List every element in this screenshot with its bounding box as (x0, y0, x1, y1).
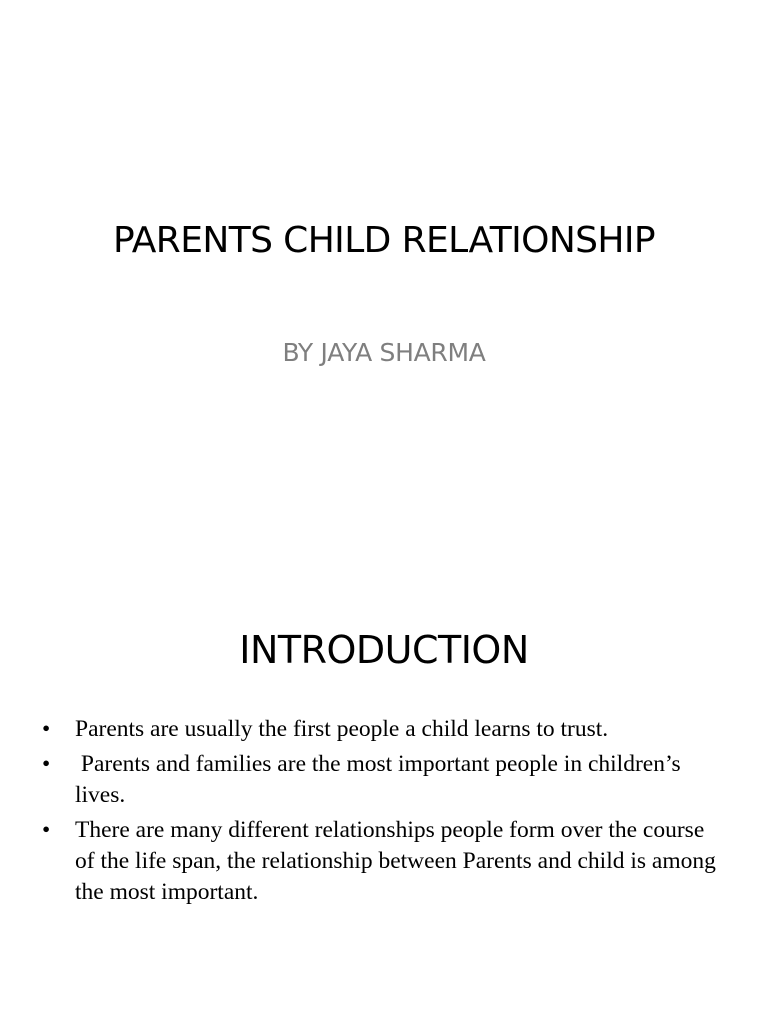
bullet-item (42, 749, 722, 811)
slide-subtitle: BY JAYA SHARMA (282, 338, 486, 367)
bullet-item (42, 714, 722, 745)
bullet-icon: • (42, 751, 51, 777)
bullet-text: Parents and families are the most important people in children’s lives. (75, 751, 687, 808)
bullet-item (42, 815, 722, 908)
bullet-text: Parents are usually the first people a child learns to trust. (75, 716, 609, 742)
bullet-text: There are many different relationships people form over the course of the life span, the relationship between Parents and child is among the most important. (75, 817, 716, 905)
slide-title: PARENTS CHILD RELATIONSHIP (112, 220, 656, 261)
slide-heading: INTRODUCTION (239, 628, 529, 672)
bullet-list (42, 714, 722, 912)
bullet-icon: • (42, 716, 51, 742)
bullet-icon: • (42, 817, 51, 843)
introduction-slide (0, 512, 768, 1024)
